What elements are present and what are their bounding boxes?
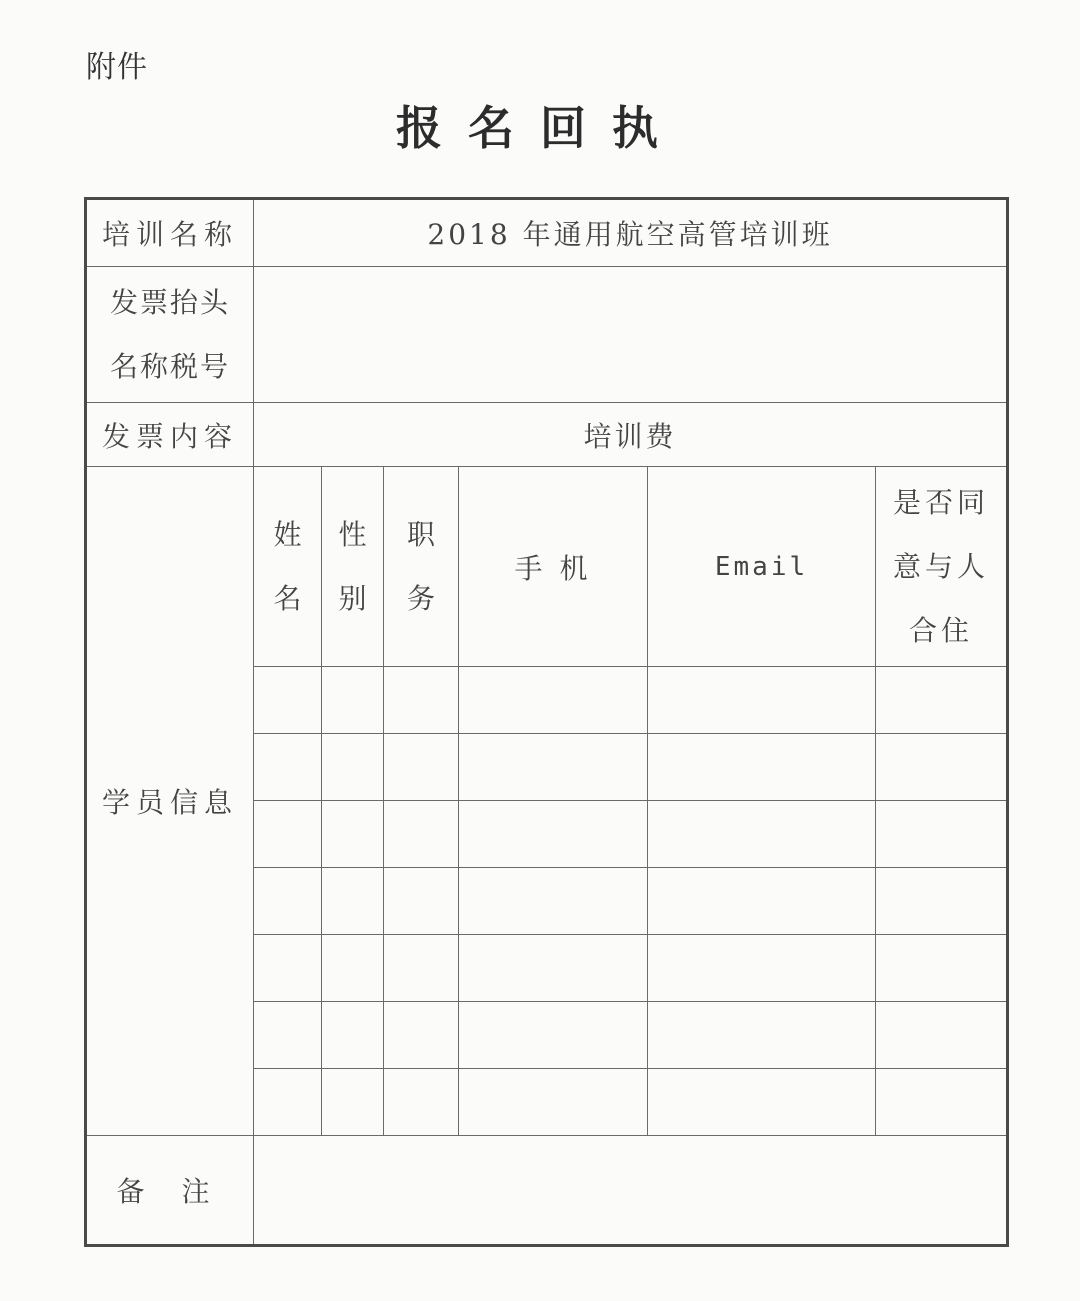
student-phone-cell[interactable] [459,1002,648,1069]
col-header-share-room: 是否同意与人合住 [876,467,1008,667]
student-info-label: 学员信息 [86,467,254,1136]
col-header-email: Email [648,467,876,667]
registration-form-table [84,197,1009,1247]
col-header-gender: 性别 [322,467,384,667]
student-share-room-cell[interactable] [876,667,1008,734]
invoice-header-label-line1: 发票抬头 [109,285,230,319]
student-name-cell[interactable] [254,801,322,868]
student-gender-cell[interactable] [322,935,384,1002]
student-position-cell[interactable] [384,935,459,1002]
student-name-cell[interactable] [254,734,322,801]
student-email-cell[interactable] [648,801,876,868]
student-email-cell[interactable] [648,667,876,734]
student-header-row [86,467,1008,667]
invoice-header-row [86,267,1008,403]
student-email-cell[interactable] [648,1002,876,1069]
remarks-row [86,1136,1008,1246]
student-position-cell[interactable] [384,1069,459,1136]
student-name-cell[interactable] [254,1069,322,1136]
document-title: 报名回执 [396,101,684,155]
student-gender-cell[interactable] [322,734,384,801]
student-email-cell[interactable] [648,734,876,801]
training-name-value[interactable]: 2018 年通用航空高管培训班 [254,199,1008,267]
invoice-header-input[interactable] [254,267,1008,403]
student-email-cell[interactable] [648,868,876,935]
col-header-phone: 手 机 [459,467,648,667]
student-share-room-cell[interactable] [876,801,1008,868]
student-share-room-cell[interactable] [876,935,1008,1002]
student-position-cell[interactable] [384,667,459,734]
student-share-room-cell[interactable] [876,868,1008,935]
student-phone-cell[interactable] [459,935,648,1002]
invoice-content-label: 发票内容 [86,403,254,467]
remarks-label: 备 注 [86,1136,254,1246]
training-name-row [86,199,1008,267]
student-name-cell[interactable] [254,1002,322,1069]
student-gender-cell[interactable] [322,801,384,868]
student-gender-cell[interactable] [322,1069,384,1136]
invoice-header-label-line2: 名称税号 [109,349,230,383]
student-phone-cell[interactable] [459,667,648,734]
student-phone-cell[interactable] [459,801,648,868]
student-position-cell[interactable] [384,734,459,801]
training-name-label: 培训名称 [86,199,254,267]
attachment-label: 附件 [86,50,148,85]
col-header-position: 职务 [384,467,459,667]
student-phone-cell[interactable] [459,1069,648,1136]
invoice-content-row [86,403,1008,467]
invoice-content-value[interactable]: 培训费 [254,403,1008,467]
student-position-cell[interactable] [384,801,459,868]
student-gender-cell[interactable] [322,667,384,734]
student-share-room-cell[interactable] [876,734,1008,801]
student-share-room-cell[interactable] [876,1002,1008,1069]
col-header-name: 姓名 [254,467,322,667]
remarks-input[interactable] [254,1136,1008,1246]
student-gender-cell[interactable] [322,868,384,935]
student-gender-cell[interactable] [322,1002,384,1069]
student-email-cell[interactable] [648,1069,876,1136]
student-share-room-cell[interactable] [876,1069,1008,1136]
student-phone-cell[interactable] [459,868,648,935]
student-name-cell[interactable] [254,868,322,935]
student-position-cell[interactable] [384,868,459,935]
invoice-header-label [86,267,254,403]
student-name-cell[interactable] [254,667,322,734]
student-phone-cell[interactable] [459,734,648,801]
student-email-cell[interactable] [648,935,876,1002]
student-position-cell[interactable] [384,1002,459,1069]
student-name-cell[interactable] [254,935,322,1002]
